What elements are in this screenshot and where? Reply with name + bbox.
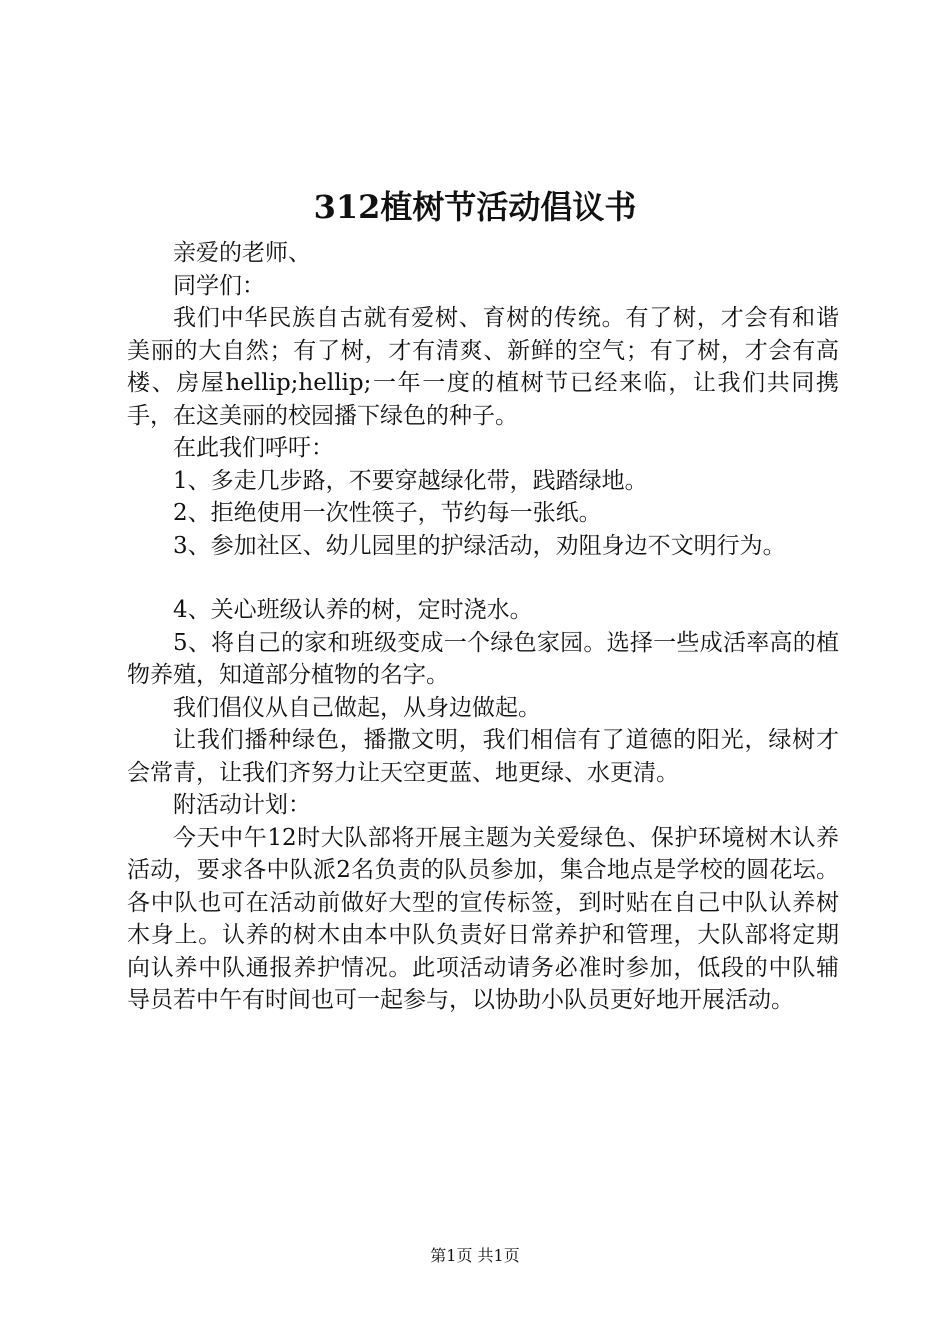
appeal-item-1: 1、多走几步路，不要穿越绿化带，践踏绿地。 xyxy=(173,467,648,494)
greeting-line-2: 同学们： xyxy=(173,272,265,299)
appeal-item-5: 5、将自己的家和班级变成一个绿色家园。选择一些成活率高的植物养殖，知道部分植物的名字。 xyxy=(127,629,839,688)
appeal-item-4: 4、关心班级认养的树，定时浇水。 xyxy=(173,597,533,623)
document-title: 312植树节活动倡议书 xyxy=(313,188,637,226)
closing-paragraph: 让我们播种绿色，播撒文明，我们相信有了道德的阳光，绿树才会常青，让我们齐努力让天空更蓝、地更绿、水更清。 xyxy=(127,727,839,786)
appeal-heading: 在此我们呼吁： xyxy=(173,435,334,461)
page-footer: 第1页 共1页 xyxy=(430,1246,520,1265)
greeting-line-1: 亲爱的老师、 xyxy=(173,240,311,266)
initiative-paragraph: 我们倡仪从自己做起，从身边做起。 xyxy=(173,694,541,721)
plan-paragraph: 今天中午12时大队部将开展主题为关爱绿色、保护环境树木认养活动，要求各中队派2名负责的队员参加，集合地点是学校的圆花坛。各中队也可在活动前做好大型的宣传标签，到时贴在自己中队认养树木身上。认养的树木由本中队负责好日常养护和管理，大队部将定期向认养中队通报养护情况。此项活动请务必准时参加，低段的中队辅导员若中午有时间也可一起参与，以协助小队员更好地开展活动。 xyxy=(127,824,839,1013)
appeal-item-2: 2、拒绝使用一次性筷子，节约每一张纸。 xyxy=(173,500,602,526)
plan-heading: 附活动计划： xyxy=(173,792,311,818)
intro-paragraph: 我们中华民族自古就有爱树、育树的传统。有了树，才会有和谐美丽的大自然；有了树，才有清爽、新鲜的空气；有了树，才会有高楼、房屋hellip;hellip;一年一度的植树节已经来临，让我们共同携手，在这美丽的校园播下绿色的种子。 xyxy=(127,305,839,429)
appeal-item-3: 3、参加社区、幼儿园里的护绿活动，劝阻身边不文明行为。 xyxy=(173,532,786,559)
document-body xyxy=(127,237,839,1017)
